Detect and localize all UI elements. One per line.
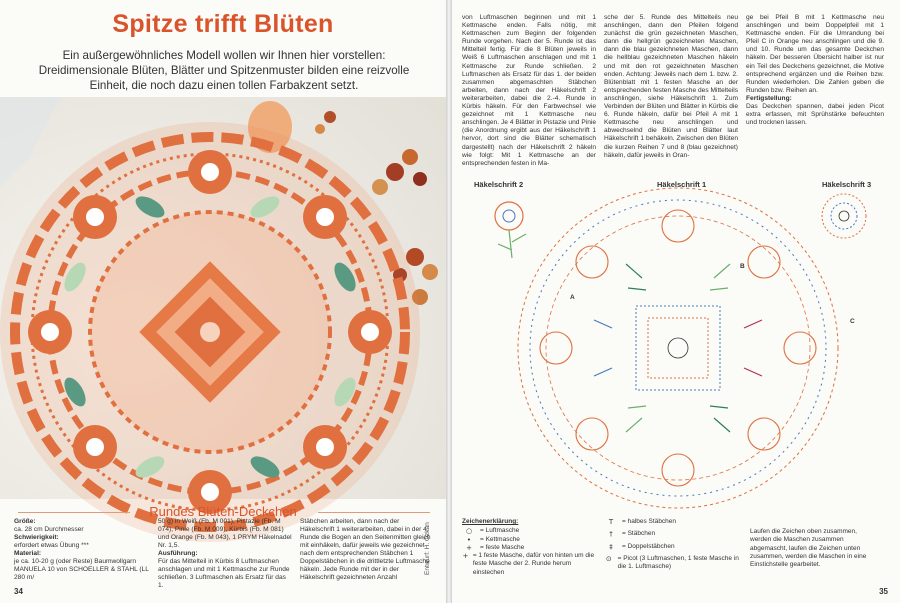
- crochet-diagram: [464, 178, 892, 508]
- legend-text: = Stäbchen: [622, 530, 656, 538]
- legend-text: = Picot (3 Luftmaschen, 1 feste Masche in die 1. Luftmasche): [617, 554, 739, 571]
- legend-item: [462, 552, 597, 577]
- legend-item: [462, 536, 597, 544]
- material-value: je ca. 10-20 g (oder Reste) Baumwollgarn MANUELA 10 von SCHOELLER & STAHL (LL 280 m/: [14, 558, 149, 581]
- chart-2-label: Häkelschrift 2: [474, 180, 524, 189]
- arrow-a-label: A: [570, 294, 575, 301]
- legend-left: [462, 518, 597, 577]
- back-post-icon: +: [462, 552, 469, 561]
- legend-text: = Luftmasche: [480, 527, 520, 535]
- size-value: ca. 28 cm Durchmesser: [14, 526, 84, 533]
- execution-label: Ausführung:: [158, 550, 198, 557]
- page-number-left: 34: [14, 587, 23, 596]
- intro-text: Ein außergewöhnliches Modell wollen wir Ihnen hier vorstellen: Dreidimensionale Blüten, Blätter und Spitzenmuster bilden eine reizvolle Einheit, die noch dazu einen tollen Farbakzent setzt.: [38, 49, 410, 92]
- picot-icon: ⊙: [605, 554, 612, 563]
- photo-credit: Entwurf: H. Özkan: [424, 522, 431, 575]
- instructions-column-2: [300, 518, 434, 582]
- material-continued: 50 g) in Weiß (Fb. M 001), Pistazie (Fb. M 074), Pinie (Fb. M 009), Kürbis (Fb. M 081) und Orange (Fb. M 043), 1 PRYM Häkelnadel Nr. 1,5.: [158, 518, 292, 549]
- legend-item: [604, 518, 739, 526]
- section-subtitle: Rundes Blüten-Deckchen: [149, 504, 297, 519]
- legend-mid: [604, 518, 739, 571]
- legend-item: [604, 543, 739, 551]
- right-column-3: [746, 14, 884, 127]
- materials-column: [14, 518, 150, 582]
- difficulty-label: Schwierigkeit:: [14, 534, 59, 541]
- slip-stitch-icon: •: [466, 535, 472, 544]
- execution-text: Für das Mittelteil in Kürbis 8 Luftmaschen anschlagen und mit 1 Kettmasche zur Runde schließen. 3 Luftmaschen als Ersatz für das 1.: [158, 558, 290, 589]
- right-column-2: sche der 5. Runde des Mittelteils neu anschlingen, dann den Pfeilen folgend zunächst die grün gezeichneten Maschen, dann die hellgrün gezeichneten Maschen, dann die blau gezeichneten Maschen, dann die hellblau gezeichneten Maschen häkeln und mit den rot gezeichneten Maschen enden. Achtung: Jeweils nach dem 1. bzw. 2. Blütenblatt mit 1 festen Masche an der entsprechenden festen Masche des Mittelteils anschlingen, siehe Häkelschrift 1. Zum Verbinden der Blüten und Blätter in Kürbis die 6. Runde häkeln, dafür bei Pfeil A mit 1 Kettmasche neu anschlingen und abwechselnd die Blüten und Blätter laut Häkelschrift 1 behäkeln. Zwischen den Blüten die kurzen Reihen 7 und 8 (blau gezeichnet) häkeln, dafür jeweils in Oran-: [604, 14, 738, 159]
- arrow-b-label: B: [740, 263, 745, 270]
- page-number-right: 35: [879, 587, 888, 596]
- instructions-column-1: [158, 518, 292, 590]
- legend-text: = Doppelstäbchen: [622, 542, 675, 550]
- doily-illustration: [0, 97, 446, 499]
- difficulty-value: erfordert etwas Übung ***: [14, 542, 89, 549]
- chain-stitch-icon: ○: [465, 527, 473, 536]
- legend-item: [462, 544, 597, 552]
- legend-title: Zeichenerklärung:: [462, 518, 519, 525]
- legend-item: [604, 530, 739, 538]
- finishing-text: Das Deckchen spannen, dabei jeden Picot extra erfassen, mit Sprühstärke befeuchten und trocknen lassen.: [746, 103, 884, 127]
- chart-1-label: Häkelschrift 1: [657, 180, 707, 189]
- right-column-1: von Luftmaschen beginnen und mit 1 Kettmasche enden. Falls nötig, mit Kettmaschen zum Beginn der folgenden Runde vorgehen. Nach der 5. Runde ist das Mittelteil fertig. Für die 8 Blüten jeweils in Weiß 6 Luftmaschen anschlagen und mit 1 Kettmasche zur Runde schließen. 2 Luftmaschen als Ersatz für das 1. der beiden zusammen abgemaschten Stäbchen arbeiten, dann nach der Häkelschrift 2 weiterarbeiten, dabei die 2.-4. Runde in Kürbis häkeln. Für den Farbwechsel wie gezeichnet mit 1 Kettmasche neu anschlingen. Je 4 Blätter in Pistazie und Pinie (die Anordnung ergibt aus der Häkelschrift 1 hervor, dort sind die Blätter schematisch dargestellt) nach der Häkelschrift 2 häkeln wie folgt: Mit 1 Kettmasche an der entsprechenden festen in Ma-: [462, 14, 596, 167]
- double-crochet-icon: †: [609, 530, 613, 539]
- chart-1: [518, 188, 838, 508]
- legend-note: Laufen die Zeichen oben zusammen, werden die Maschen zusammen abgemascht, laufen die Zeichen unten zusammen, werden die Maschen in eine Einstichstelle gearbeitet.: [750, 528, 867, 569]
- legend-text: = feste Masche: [480, 543, 525, 551]
- chart-3: [822, 194, 866, 238]
- chart-3-label: Häkelschrift 3: [822, 180, 872, 189]
- right-page: [452, 0, 900, 603]
- legend-item: [462, 527, 597, 535]
- legend-text: = halbes Stäbchen: [622, 518, 677, 525]
- left-page: [0, 0, 446, 603]
- page-title: Spitze trifft Blüten: [112, 10, 334, 38]
- legend-item: [604, 555, 739, 572]
- single-crochet-icon: +: [466, 543, 472, 552]
- legend-text: = Kettmasche: [480, 535, 520, 543]
- half-double-icon: T: [608, 518, 614, 526]
- material-label: Material:: [14, 550, 42, 557]
- right-column-3-text: ge bei Pfeil B mit 1 Kettmasche neu anschlingen und beim Doppelpfeil mit 1 Kettmasche enden. Für die Umrandung bei Pfeil C in Orange neu anschlingen und die 9. und 10. Runde um das gesamte Deckchen häkeln. Der besseren Übersicht halber ist nur ein Teil des Deckchens gezeichnet, die Motive entsprechend ergänzen und die Reihen bzw. Runden wiederholen. Die Zahlen geben die Runden bzw. Reihen an.: [746, 14, 884, 94]
- instructions-text: Stäbchen arbeiten, dann nach der Häkelschrift 1 weiterarbeiten, dabei in der 4. Runde die Bogen an den Seitenmitten gleich mit einhäkeln, dafür jeweils wie gezeichnet nach dem entsprechenden Stäbchen 1 Doppelstäbchen in die drittletzte Luftmasche häkeln. Jede Runde mit der in der Häkelschrift gezeichneten Anzahl: [300, 518, 431, 581]
- legend-text: = 1 feste Masche, dafür von hinten um die feste Masche der 2. Runde herum einstechen: [472, 552, 595, 576]
- arrow-c-label: C: [850, 318, 855, 325]
- finishing-label: Fertigstellung:: [746, 94, 792, 102]
- chart-2: [495, 202, 526, 258]
- size-label: Größe:: [14, 518, 36, 525]
- treble-crochet-icon: ‡: [609, 542, 613, 551]
